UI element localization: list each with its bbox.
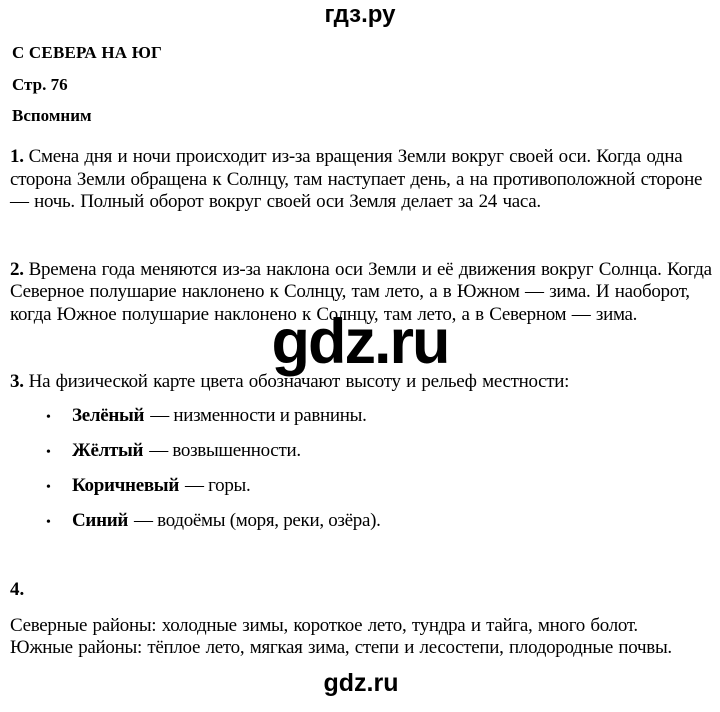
answer-2-text: Времена года меняются из-за наклона оси Земли и её движения вокруг Солнца. Когда Северное полушарие наклонено к Солнцу, там лето, а в Южном — зима. И наоборот, когда Южное полушарие наклонено к Солнцу, там лето, а в Северном — зима.	[10, 258, 712, 325]
answer-4-number: 4.	[10, 578, 25, 600]
bullet-icon: •	[46, 514, 51, 530]
document-body	[0, 43, 720, 698]
answer-1-number: 1.	[10, 146, 24, 167]
bullet-icon: •	[46, 444, 51, 460]
list-item-yellow	[40, 440, 712, 464]
color-term: Коричневый	[72, 474, 179, 496]
site-logo-top: гдз.ру	[324, 1, 396, 28]
color-definition: — водоёмы (моря, реки, озёра).	[134, 509, 381, 531]
list-item-text	[72, 405, 367, 427]
color-term: Зелёный	[72, 404, 145, 426]
color-definition: — горы.	[184, 474, 251, 496]
list-item-blue	[40, 510, 712, 534]
site-logo-bottom: gdz.ru	[323, 668, 399, 697]
page-number-label: Стр. 76	[12, 75, 68, 94]
answer-4-line-north: Северные районы: холодные зимы, короткое лето, тундра и тайга, много болот.	[10, 614, 638, 636]
answer-3-number: 3.	[10, 371, 24, 392]
answer-1-paragraph	[10, 146, 712, 214]
bullet-icon: •	[46, 479, 51, 495]
answer-4-line-south: Южные районы: тёплое лето, мягкая зима, степи и лесостепи, плодородные почвы.	[10, 637, 672, 658]
color-term: Синий	[72, 509, 129, 531]
gdz-watermark: gdz.ru	[271, 307, 449, 377]
color-definition: — возвышенности.	[149, 439, 301, 461]
list-item-text	[72, 440, 301, 462]
section-heading: Вспомним	[12, 106, 92, 125]
answer-3-text: На физической карте цвета обозначают высоту и рельеф местности:	[28, 371, 570, 392]
answer-2-number: 2.	[10, 258, 24, 280]
answer-2-paragraph	[10, 259, 712, 327]
list-item-text	[72, 510, 381, 532]
color-legend-list	[40, 405, 712, 534]
page-title: С СЕВЕРА НА ЮГ	[12, 43, 163, 62]
color-term: Жёлтый	[72, 439, 144, 461]
color-definition: — низменности и равнины.	[150, 404, 367, 426]
bullet-icon: •	[46, 409, 51, 425]
list-item-green	[40, 405, 712, 429]
answer-4-text-block	[10, 615, 712, 660]
list-item-text	[72, 475, 250, 497]
answer-3-paragraph	[10, 371, 712, 394]
answer-1-text: Смена дня и ночи происходит из-за вращения Земли вокруг своей оси. Когда одна сторона Земли обращена к Солнцу, там наступает день, а на противоположной стороне — ночь. Полный оборот вокруг своей оси Земля делает за 24 часа.	[10, 146, 703, 212]
list-item-brown	[40, 475, 712, 499]
